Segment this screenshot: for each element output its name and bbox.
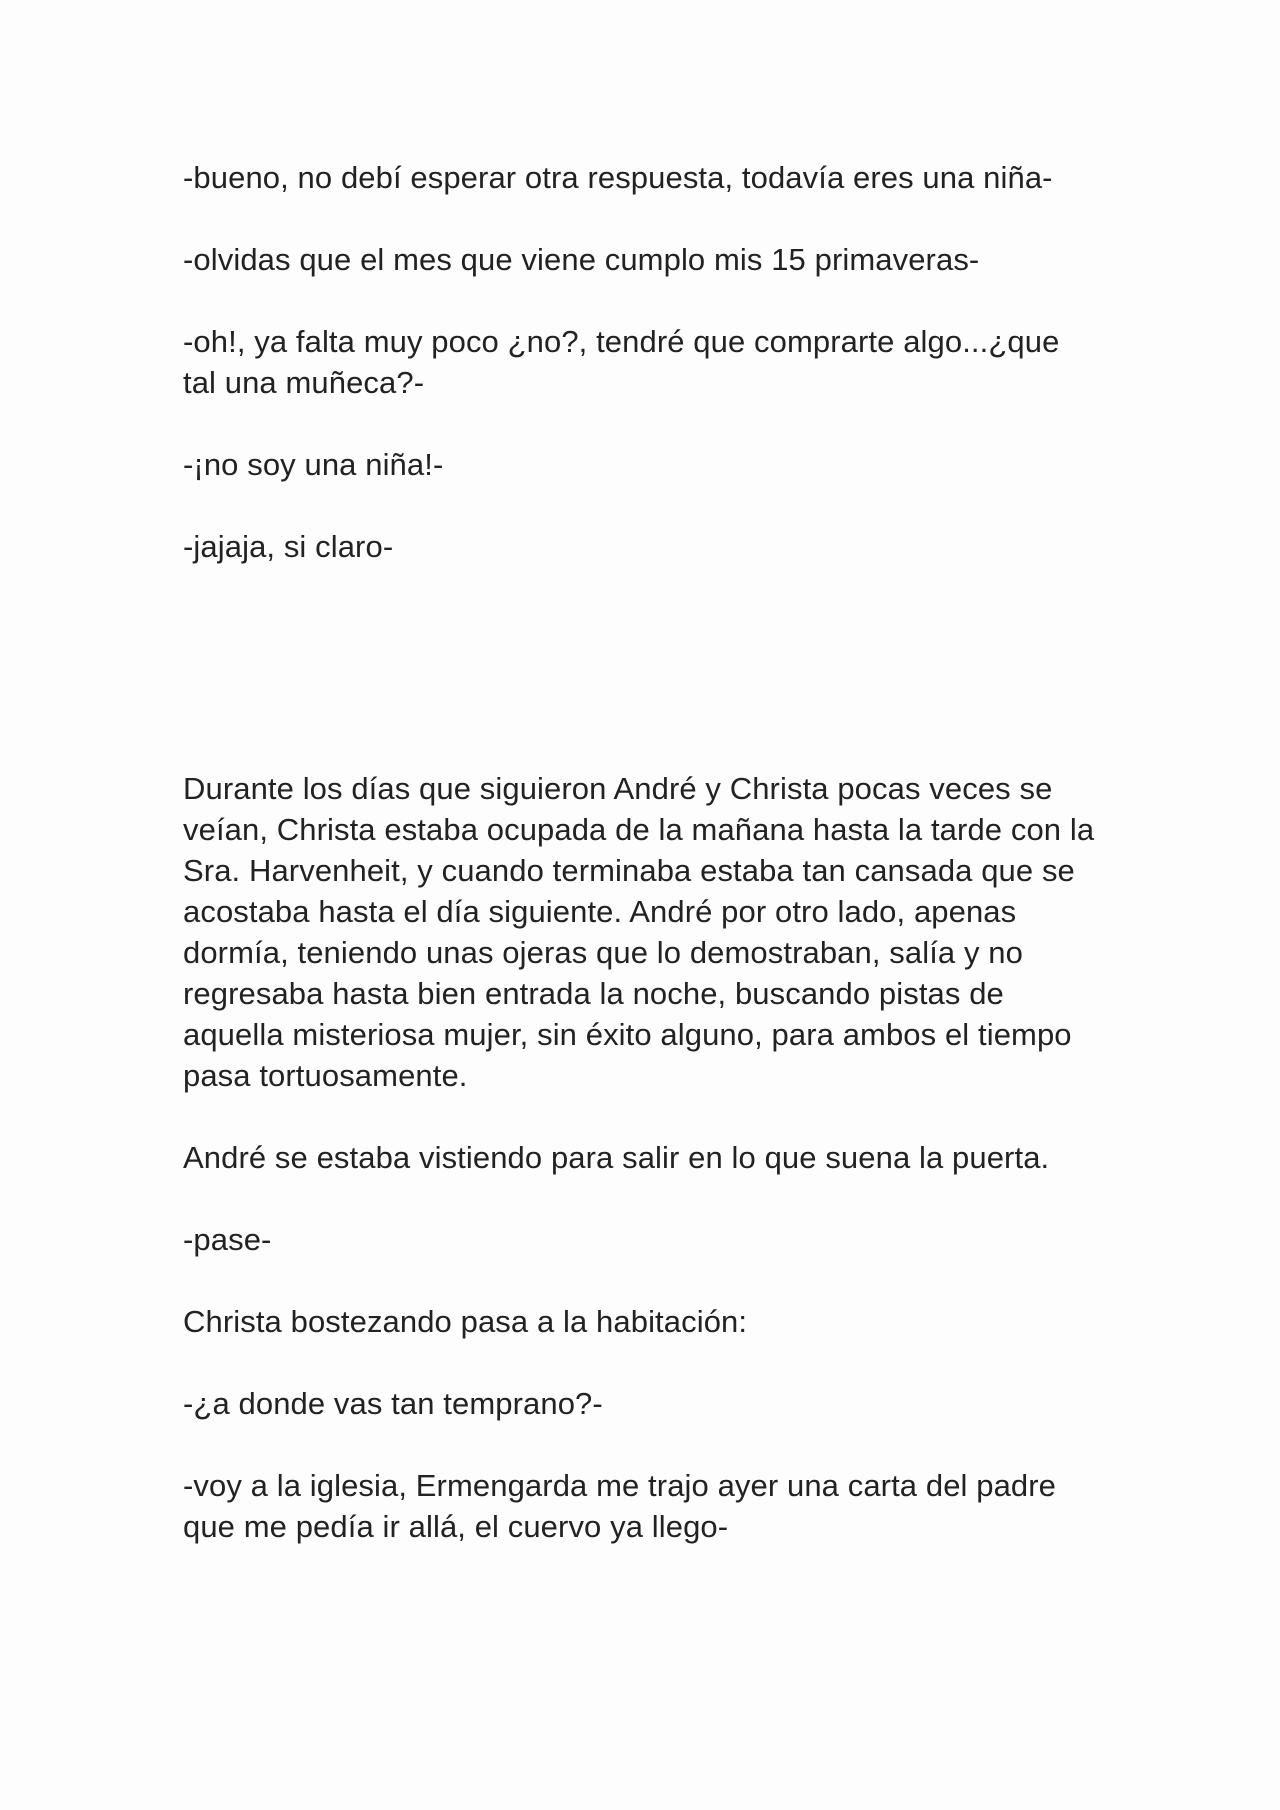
paragraph: Durante los días que siguieron André y Christa pocas veces se veían, Christa estaba ocupada de la mañana hasta la tarde con la Sra. Harvenheit, y cuando terminaba estaba tan cansada que se acostaba hasta el día siguiente. André por otro lado, apenas dormía, teniendo unas ojeras que lo demostraban, salía y no regresaba hasta bien entrada la noche, buscando pistas de aquella misteriosa mujer, sin éxito alguno, para ambos el tiempo pasa tortuosamente. [183, 771, 1095, 1093]
narrative-section-2 [183, 768, 1113, 1588]
paragraph: -voy a la iglesia, Ermengarda me trajo ayer una carta del padre que me pedía ir allá, el cuervo ya llego- [183, 1468, 1057, 1544]
paragraph: Christa bostezando pasa a la habitación: [183, 1304, 748, 1339]
dialogue-section-1 [183, 157, 1103, 567]
paragraph: -¿a donde vas tan temprano?- [183, 1386, 603, 1421]
paragraph: -olvidas que el mes que viene cumplo mis 15 primaveras- [183, 242, 980, 277]
paragraph: -¡no soy una niña!- [183, 447, 444, 482]
paragraph: -jajaja, si claro- [183, 529, 394, 564]
paragraph: -pase- [183, 1222, 272, 1257]
paragraph: -bueno, no debí esperar otra respuesta, todavía eres una niña- [183, 160, 1053, 195]
paragraph: -oh!, ya falta muy poco ¿no?, tendré que comprarte algo...¿que tal una muñeca?- [183, 324, 1060, 400]
paragraph: André se estaba vistiendo para salir en lo que suena la puerta. [183, 1140, 1050, 1175]
